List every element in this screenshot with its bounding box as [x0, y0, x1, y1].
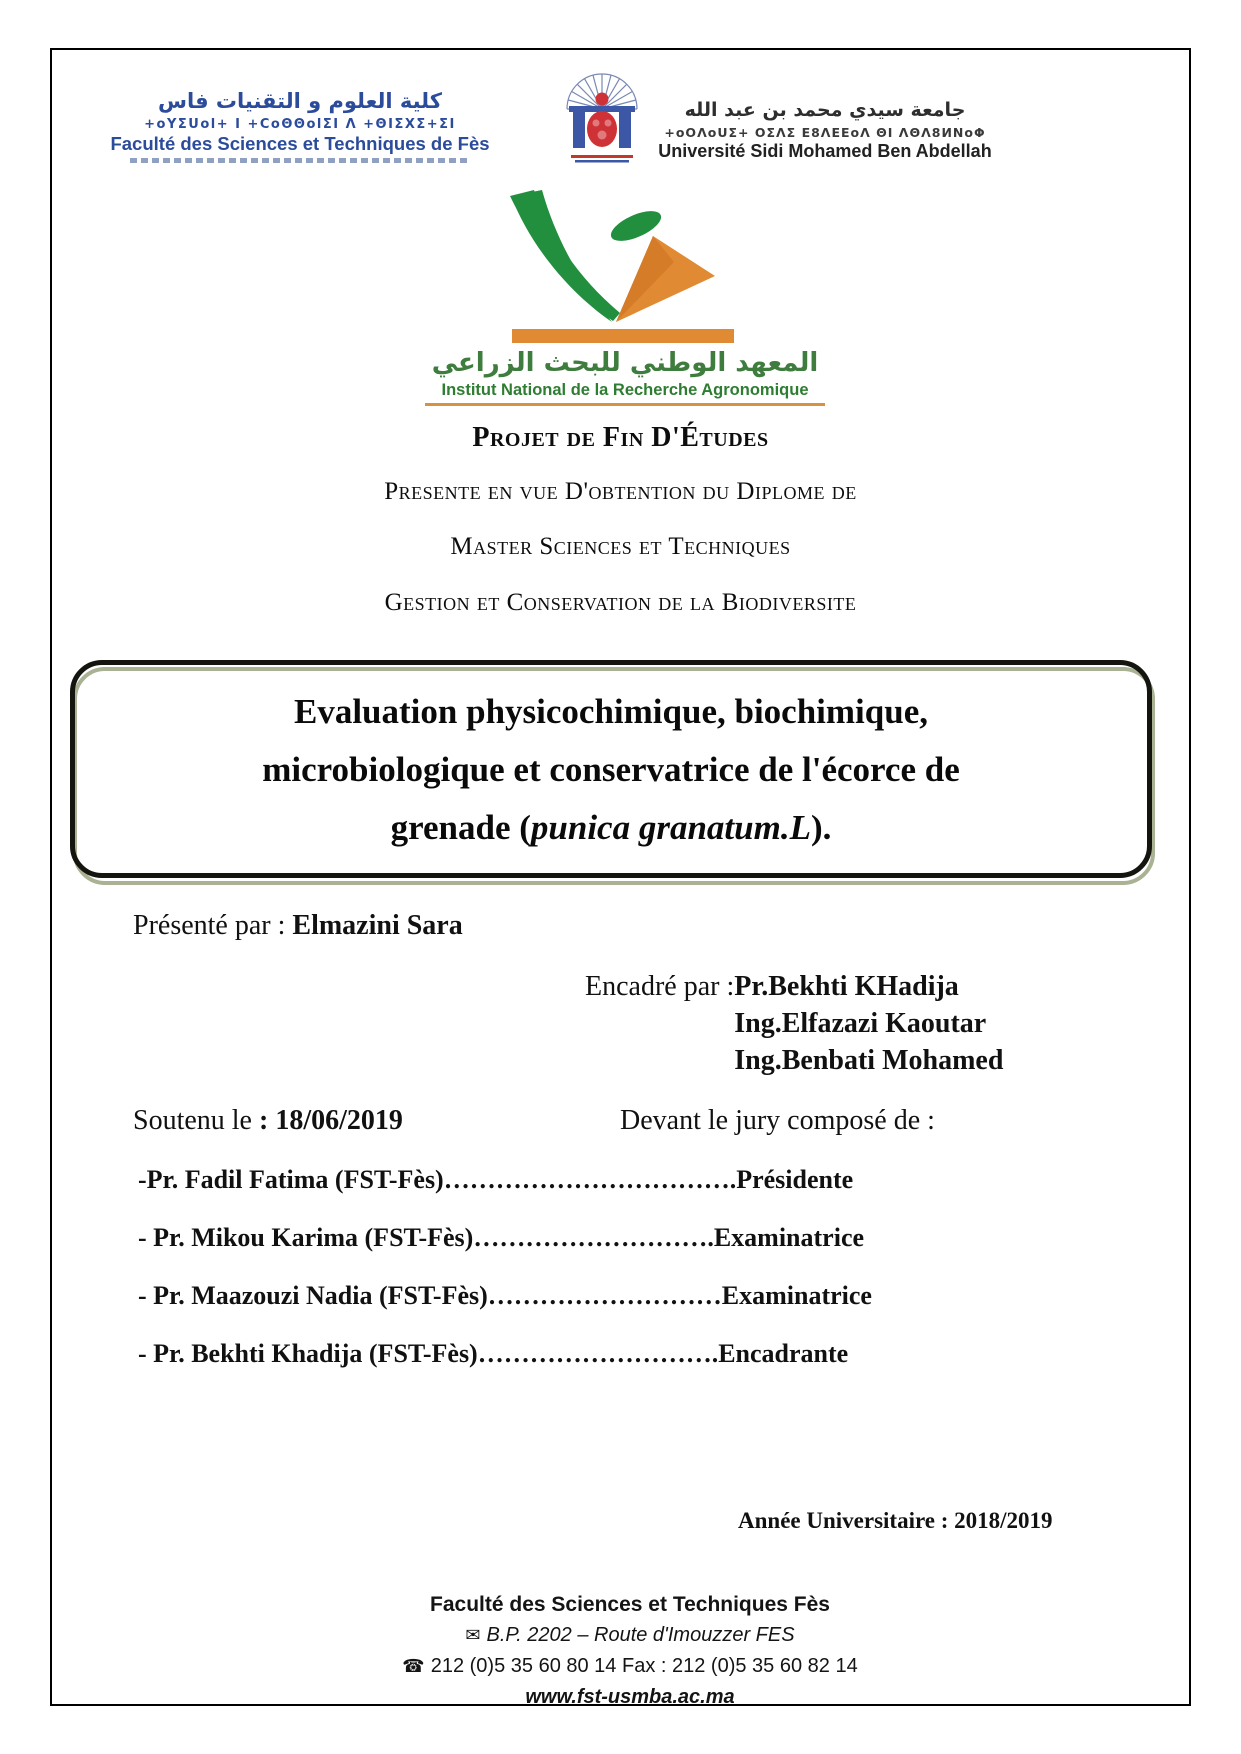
usmba-header-block — [655, 98, 995, 162]
usmba-french-name: Université Sidi Mohamed Ben Abdellah — [658, 141, 992, 161]
supervisor-2: Ing.Elfazazi Kaoutar — [734, 1008, 987, 1039]
footer-address: B.P. 2202 – Route d'Imouzzer FES — [486, 1624, 795, 1646]
footer-phone-line — [170, 1651, 1090, 1682]
jury-member-row: - Pr. Mikou Karima (FST-Fès)……………………….Examinatrice — [138, 1223, 865, 1252]
supervisor-3: Ing.Benbati Mohamed — [734, 1045, 1004, 1076]
fst-tifinagh-name: +oYΣUol+ I +CoΘΘolΣI Λ +ΘIΣXΣ+ΣI — [144, 117, 456, 132]
fst-dashed-rule — [130, 158, 470, 163]
usmba-emblem-icon — [563, 68, 641, 173]
title-line-2: microbiologique et conservatrice de l'écorce de — [262, 750, 960, 789]
heading-gestion: Gestion et Conservation de la Biodiversite — [384, 589, 857, 616]
fst-arabic-name: كلية العلوم و التقنيات فاس — [158, 89, 442, 113]
footer-phone: 212 (0)5 35 60 80 14 Fax : 212 (0)5 35 60 82 14 — [430, 1655, 858, 1677]
presented-by-line — [133, 910, 463, 942]
heading-projet: Projet de Fin D'Études — [472, 422, 769, 453]
usmba-arabic-name: جامعة سيدي محمد بن عبد الله — [684, 99, 966, 121]
heading-master: Master Sciences et Techniques — [450, 533, 791, 560]
inra-text-block — [415, 346, 835, 406]
supervisor-list — [734, 968, 1003, 1079]
jury-member-row: - Pr. Maazouzi Nadia (FST-Fès)………………………Examinatrice — [138, 1281, 872, 1310]
title-line-3: grenade (punica granatum.L). — [390, 808, 832, 847]
inra-french-name: Institut National de la Recherche Agronomique — [441, 381, 809, 399]
footer-address-line — [170, 1620, 1090, 1651]
inra-underline — [425, 403, 825, 406]
defense-date-label: Soutenu le — [133, 1105, 259, 1136]
inra-arabic-name: المعهد الوطني للبحث الزراعي — [431, 348, 819, 378]
defense-date-value: : 18/06/2019 — [259, 1105, 403, 1136]
thesis-title-box — [70, 660, 1152, 878]
presented-by-label: Présenté par : — [133, 910, 293, 941]
phone-icon: ☎ — [402, 1656, 425, 1677]
supervised-by-label: Encadré par : — [585, 971, 735, 1002]
title-species-italic: punica granatum.L — [530, 808, 811, 847]
inra-logo-icon — [460, 182, 780, 349]
fst-french-name: Faculté des Sciences et Techniques de Fès — [110, 133, 490, 154]
supervisor-1: Pr.Bekhti KHadija — [734, 971, 959, 1002]
jury-intro-line: Devant le jury composé de : — [620, 1105, 935, 1136]
author-name: Elmazini Sara — [292, 910, 463, 941]
jury-member-row: - Pr. Bekhti Khadija (FST-Fès)……………………….Encadrante — [138, 1339, 849, 1368]
heading-presente: Presente en vue D'obtention du Diplome de — [384, 478, 857, 505]
defense-date-line — [133, 1105, 403, 1137]
fst-header-block — [105, 88, 495, 163]
title-line-1: Evaluation physicochimique, biochimique, — [293, 692, 929, 731]
usmba-tifinagh-name: +oOΛoUΣ+ OΣΛΣ Ε8ΛΕΕoΛ ΘΙ ΛΘΛ8ИΝoΦ — [664, 125, 986, 140]
academic-year-line: Année Universitaire : 2018/2019 — [738, 1508, 1053, 1533]
supervised-by-block — [585, 968, 1003, 1079]
jury-member-row: -Pr. Fadil Fatima (FST-Fès)…………………………….Présidente — [138, 1165, 854, 1194]
footer-block — [170, 1590, 1090, 1712]
footer-faculty-name: Faculté des Sciences et Techniques Fès — [430, 1593, 830, 1616]
envelope-icon: ✉ — [465, 1625, 481, 1646]
footer-website: www.fst-usmba.ac.ma — [525, 1686, 735, 1708]
